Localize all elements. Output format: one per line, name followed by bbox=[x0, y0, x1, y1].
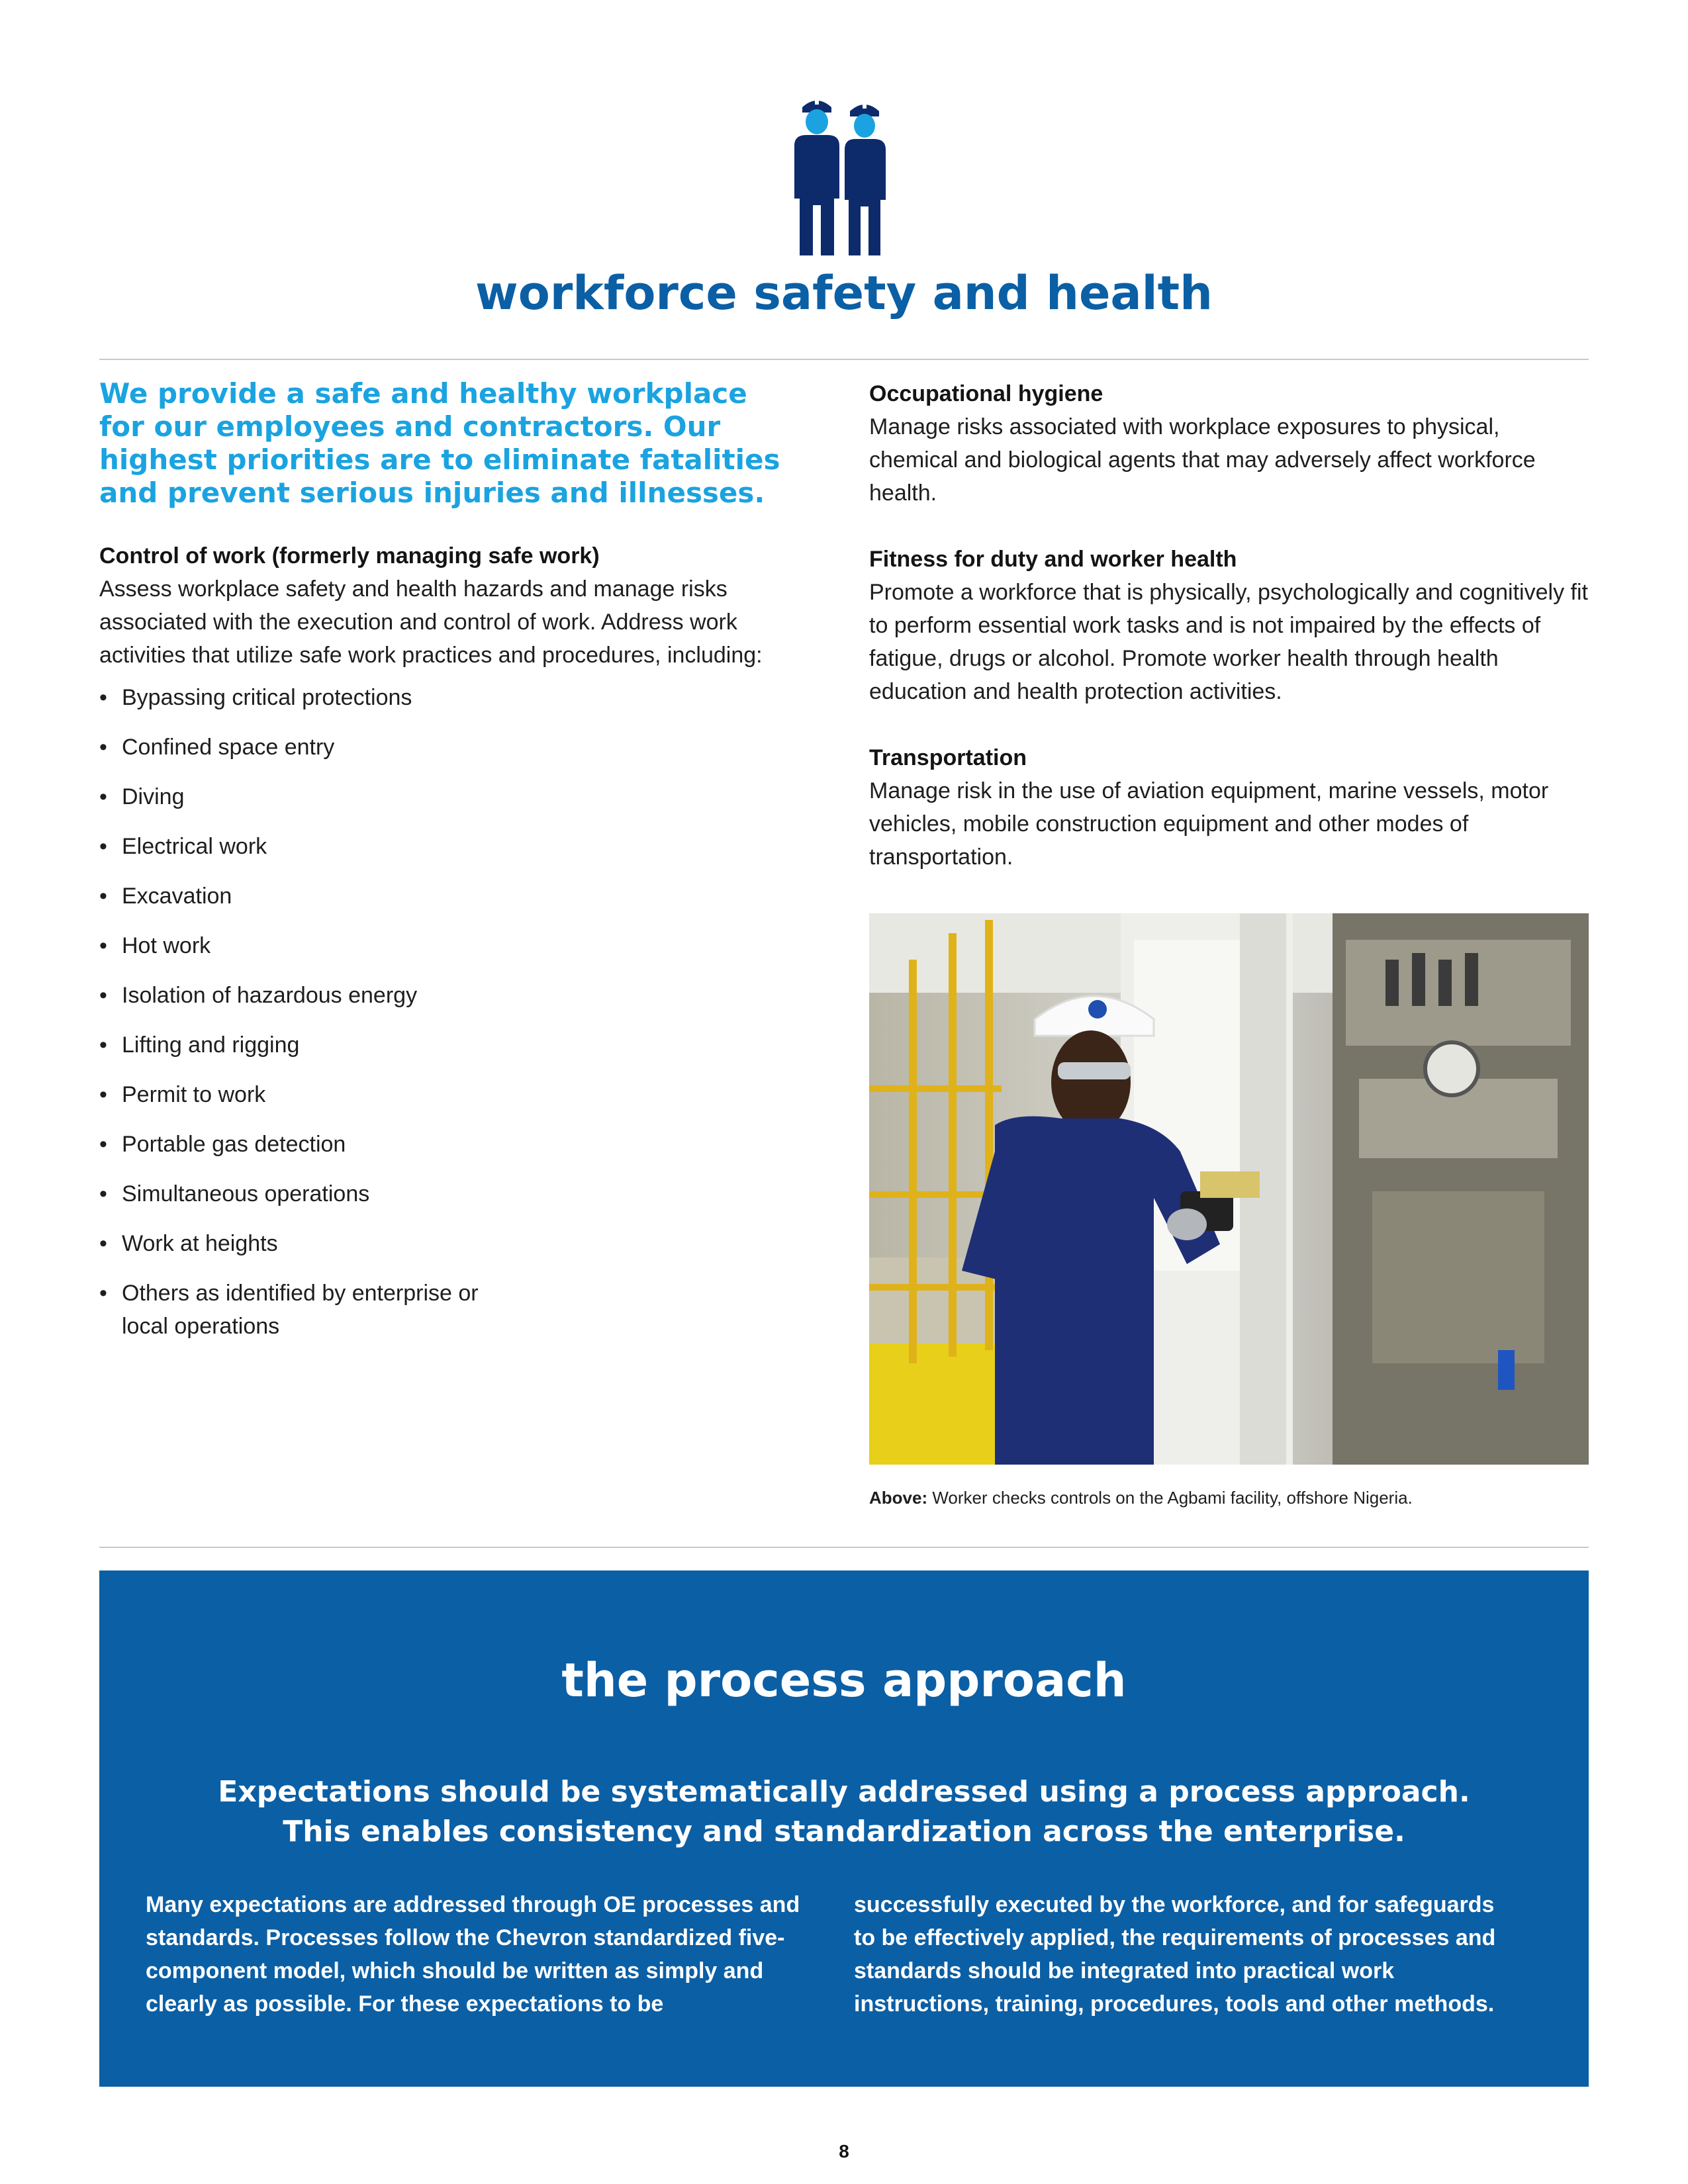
process-approach-panel bbox=[99, 1570, 1589, 2087]
transportation-heading: Transportation bbox=[869, 745, 1027, 770]
list-item: • Confined space entry bbox=[99, 731, 788, 764]
list-item: • Lifting and rigging bbox=[99, 1028, 788, 1062]
list-item: • Portable gas detection bbox=[99, 1128, 788, 1161]
list-item: • Excavation bbox=[99, 880, 788, 913]
right-column bbox=[869, 377, 1589, 874]
bottom-divider bbox=[99, 1547, 1589, 1548]
control-of-work-heading: Control of work (formerly managing safe work) bbox=[99, 543, 600, 569]
top-divider bbox=[99, 359, 1589, 360]
list-item: • Work at heights bbox=[99, 1227, 788, 1260]
list-item: • Simultaneous operations bbox=[99, 1177, 788, 1210]
subtitle-line-2: This enables consistency and standardization across the enterprise. bbox=[283, 1815, 1405, 1848]
process-text-col-2: successfully executed by the workforce, and for safeguards to be effectively applied, the requirements of processes and standards should be integrated into practical work instructions, training, procedures, tools and other methods. bbox=[854, 1892, 1496, 2017]
occupational-hygiene-text: Manage risks associated with workplace exposures to physical, chemical and biological agents that may adversely affect workforce health. bbox=[869, 414, 1536, 506]
fitness-for-duty-text: Promote a workforce that is physically, psychologically and cognitively fit to perform essential work tasks and is not impaired by the effects of fatigue, drugs or alcohol. Promote worker health through health education and health protection activities. bbox=[869, 580, 1588, 704]
list-item: • Others as identified by enterprise or local operations bbox=[99, 1277, 506, 1343]
left-column bbox=[99, 377, 788, 1359]
list-item: • Hot work bbox=[99, 929, 788, 962]
list-item: • Permit to work bbox=[99, 1078, 788, 1111]
caption-text: Worker checks controls on the Agbami facility, offshore Nigeria. bbox=[932, 1488, 1413, 1508]
fitness-for-duty-heading: Fitness for duty and worker health bbox=[869, 547, 1237, 572]
lead-statement: We provide a safe and healthy workplace for our employees and contractors. Our highest priorities are to eliminate fatalities and prevent serious injuries and illnesses. bbox=[99, 377, 780, 509]
process-approach-subtitle bbox=[99, 1772, 1589, 1852]
control-of-work-list bbox=[99, 681, 788, 1343]
process-approach-title: the process approach bbox=[561, 1653, 1127, 1707]
list-item: • Diving bbox=[99, 780, 788, 813]
caption-label: Above: bbox=[869, 1488, 928, 1508]
transportation-text: Manage risk in the use of aviation equipment, marine vessels, motor vehicles, mobile construction equipment and other modes of transportation. bbox=[869, 778, 1549, 870]
occupational-hygiene-heading: Occupational hygiene bbox=[869, 381, 1103, 406]
process-text-col-1: Many expectations are addressed through OE processes and standards. Processes follow the Chevron standardized five-component model, which should be written as simply and clearly as possible. For these expectations to be bbox=[146, 1892, 800, 2017]
page-number: 8 bbox=[839, 2141, 849, 2161]
page-title: workforce safety and health bbox=[475, 266, 1213, 320]
list-item: • Bypassing critical protections bbox=[99, 681, 788, 714]
two-workers-hardhat-icon bbox=[789, 93, 895, 258]
list-item: • Isolation of hazardous energy bbox=[99, 979, 788, 1012]
control-of-work-text: Assess workplace safety and health hazards and manage risks associated with the execution and control of work. Address work activities that utilize safe work practices and procedures, including: bbox=[99, 576, 763, 668]
photo-caption bbox=[869, 1486, 1413, 1510]
list-item: • Electrical work bbox=[99, 830, 788, 863]
worker-photo bbox=[869, 913, 1589, 1465]
subtitle-line-1: Expectations should be systematically addressed using a process approach. bbox=[218, 1775, 1470, 1809]
